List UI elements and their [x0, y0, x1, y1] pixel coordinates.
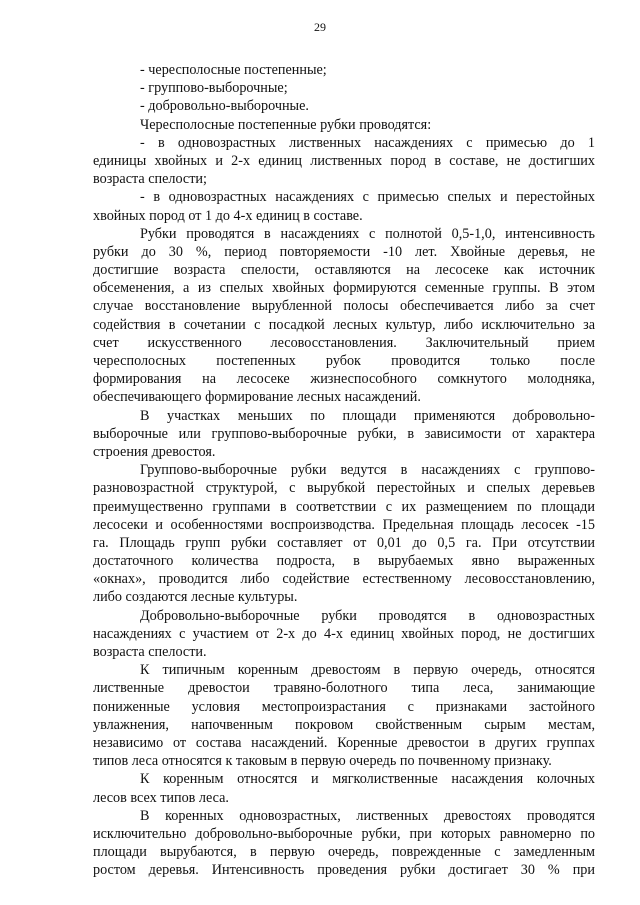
text-line: К типичным коренным древостоям в первую очередь, относятся: [140, 662, 595, 679]
text-line: обсеменения, а из спелых хвойных формируются семенные группы. В этом: [93, 280, 595, 297]
text-line: В коренных одновозрастных, лиственных древостоях проводятся: [140, 807, 595, 824]
text-line: преимущественно группами в соответствии с их размещением по площади: [93, 498, 595, 515]
text-line: ростом деревья. Интенсивность проведения рубки достигает 30 % при: [93, 862, 595, 879]
text-line: счет искусственного лесовосстановления. Заключительный прием: [93, 334, 595, 351]
text-line: - группово-выборочные;: [140, 80, 288, 97]
text-line: обеспечивающего формирование лесных насаждений.: [93, 389, 421, 406]
text-line: лиственные древостои травяно-болотного типа леса, занимающие: [93, 680, 595, 697]
text-line: выборочные или группово-выборочные рубки, в зависимости от характера: [93, 425, 595, 442]
text-line: площади вырубаются, в первую очередь, поврежденные с замедленным: [93, 844, 595, 861]
text-line: «окнах», проводится либо содействие естественному лесовосстановлению,: [93, 571, 595, 588]
text-line: достаточного количества подроста, в вырубаемых явно выраженных: [93, 553, 595, 570]
text-line: возраста спелости;: [93, 171, 207, 188]
page-number: 29: [314, 20, 326, 34]
text-line: К коренным относятся и мягколиственные насаждения колочных: [140, 771, 595, 788]
text-line: увлажнения, напочвенным покровом свойственным сырым местам,: [93, 716, 595, 733]
text-line: пониженные условия местопроизрастания с признаками застойного: [93, 698, 595, 715]
text-line: чересполосных постепенных рубок проводится только после: [93, 353, 595, 369]
text-line: - в одновозрастных лиственных насаждениях с примесью до 1: [140, 134, 595, 151]
text-line: насаждениях с участием от 2-х до 4-х единиц хвойных пород, не достигших: [93, 625, 595, 642]
text-line: лесов всех типов леса.: [93, 789, 229, 806]
text-line: рубки до 30 %, период повторяемости -10 лет. Хвойные деревья, не: [93, 243, 595, 260]
text-line: содействия в сочетании с посадкой лесных культур, либо исключительно за: [93, 316, 595, 333]
text-line: В участках меньших по площади применяются добровольно-: [140, 407, 595, 424]
text-line: типов леса относятся к таковым в первую очередь по почвенному признаку.: [93, 753, 552, 770]
document-body: [93, 61, 595, 879]
text-line: - добровольно-выборочные.: [140, 98, 309, 115]
text-line: либо создаются лесные культуры.: [93, 589, 298, 606]
text-line: лесосеки и особенностями воспроизводства. Предельная площадь лесосек -15: [93, 516, 595, 533]
text-line: достигшие возраста спелости, оставляются на лесосеке как источник: [93, 262, 595, 279]
text-line: формирования на лесосеке жизнеспособного сомкнутого молодняка,: [93, 371, 595, 388]
text-line: - в одновозрастных насаждениях с примесью спелых и перестойных: [140, 189, 595, 206]
text-line: Рубки проводятся в насаждениях с полнотой 0,5-1,0, интенсивность: [140, 225, 595, 242]
text-line: хвойных пород от 1 до 4-х единиц в составе.: [93, 207, 363, 224]
text-line: разновозрастной структурой, с вырубкой перестойных и спелых деревьев: [93, 480, 595, 497]
text-line: исключительно добровольно-выборочные рубки, при которых равномерно по: [93, 825, 595, 842]
text-line: единицы хвойных и 2-х единиц лиственных пород в составе, не достигших: [93, 152, 595, 169]
text-line: Группово-выборочные рубки ведутся в насаждениях с группово-: [140, 462, 595, 479]
text-line: Добровольно-выборочные рубки проводятся в одновозрастных: [140, 607, 595, 624]
text-line: независимо от состава насаждений. Коренные древостои в других группах: [93, 734, 595, 751]
text-line: га. Площадь групп рубки составляет от 0,01 до 0,5 га. При отсутствии: [93, 534, 595, 551]
text-line: - чересполосные постепенные;: [140, 62, 327, 78]
text-line: Чересполосные постепенные рубки проводятся:: [140, 116, 432, 133]
text-line: случае восстановление вырубленной полосы обеспечивается либо за счет: [93, 298, 595, 315]
text-line: строения древостоя.: [93, 443, 216, 460]
text-line: возраста спелости.: [93, 644, 207, 660]
